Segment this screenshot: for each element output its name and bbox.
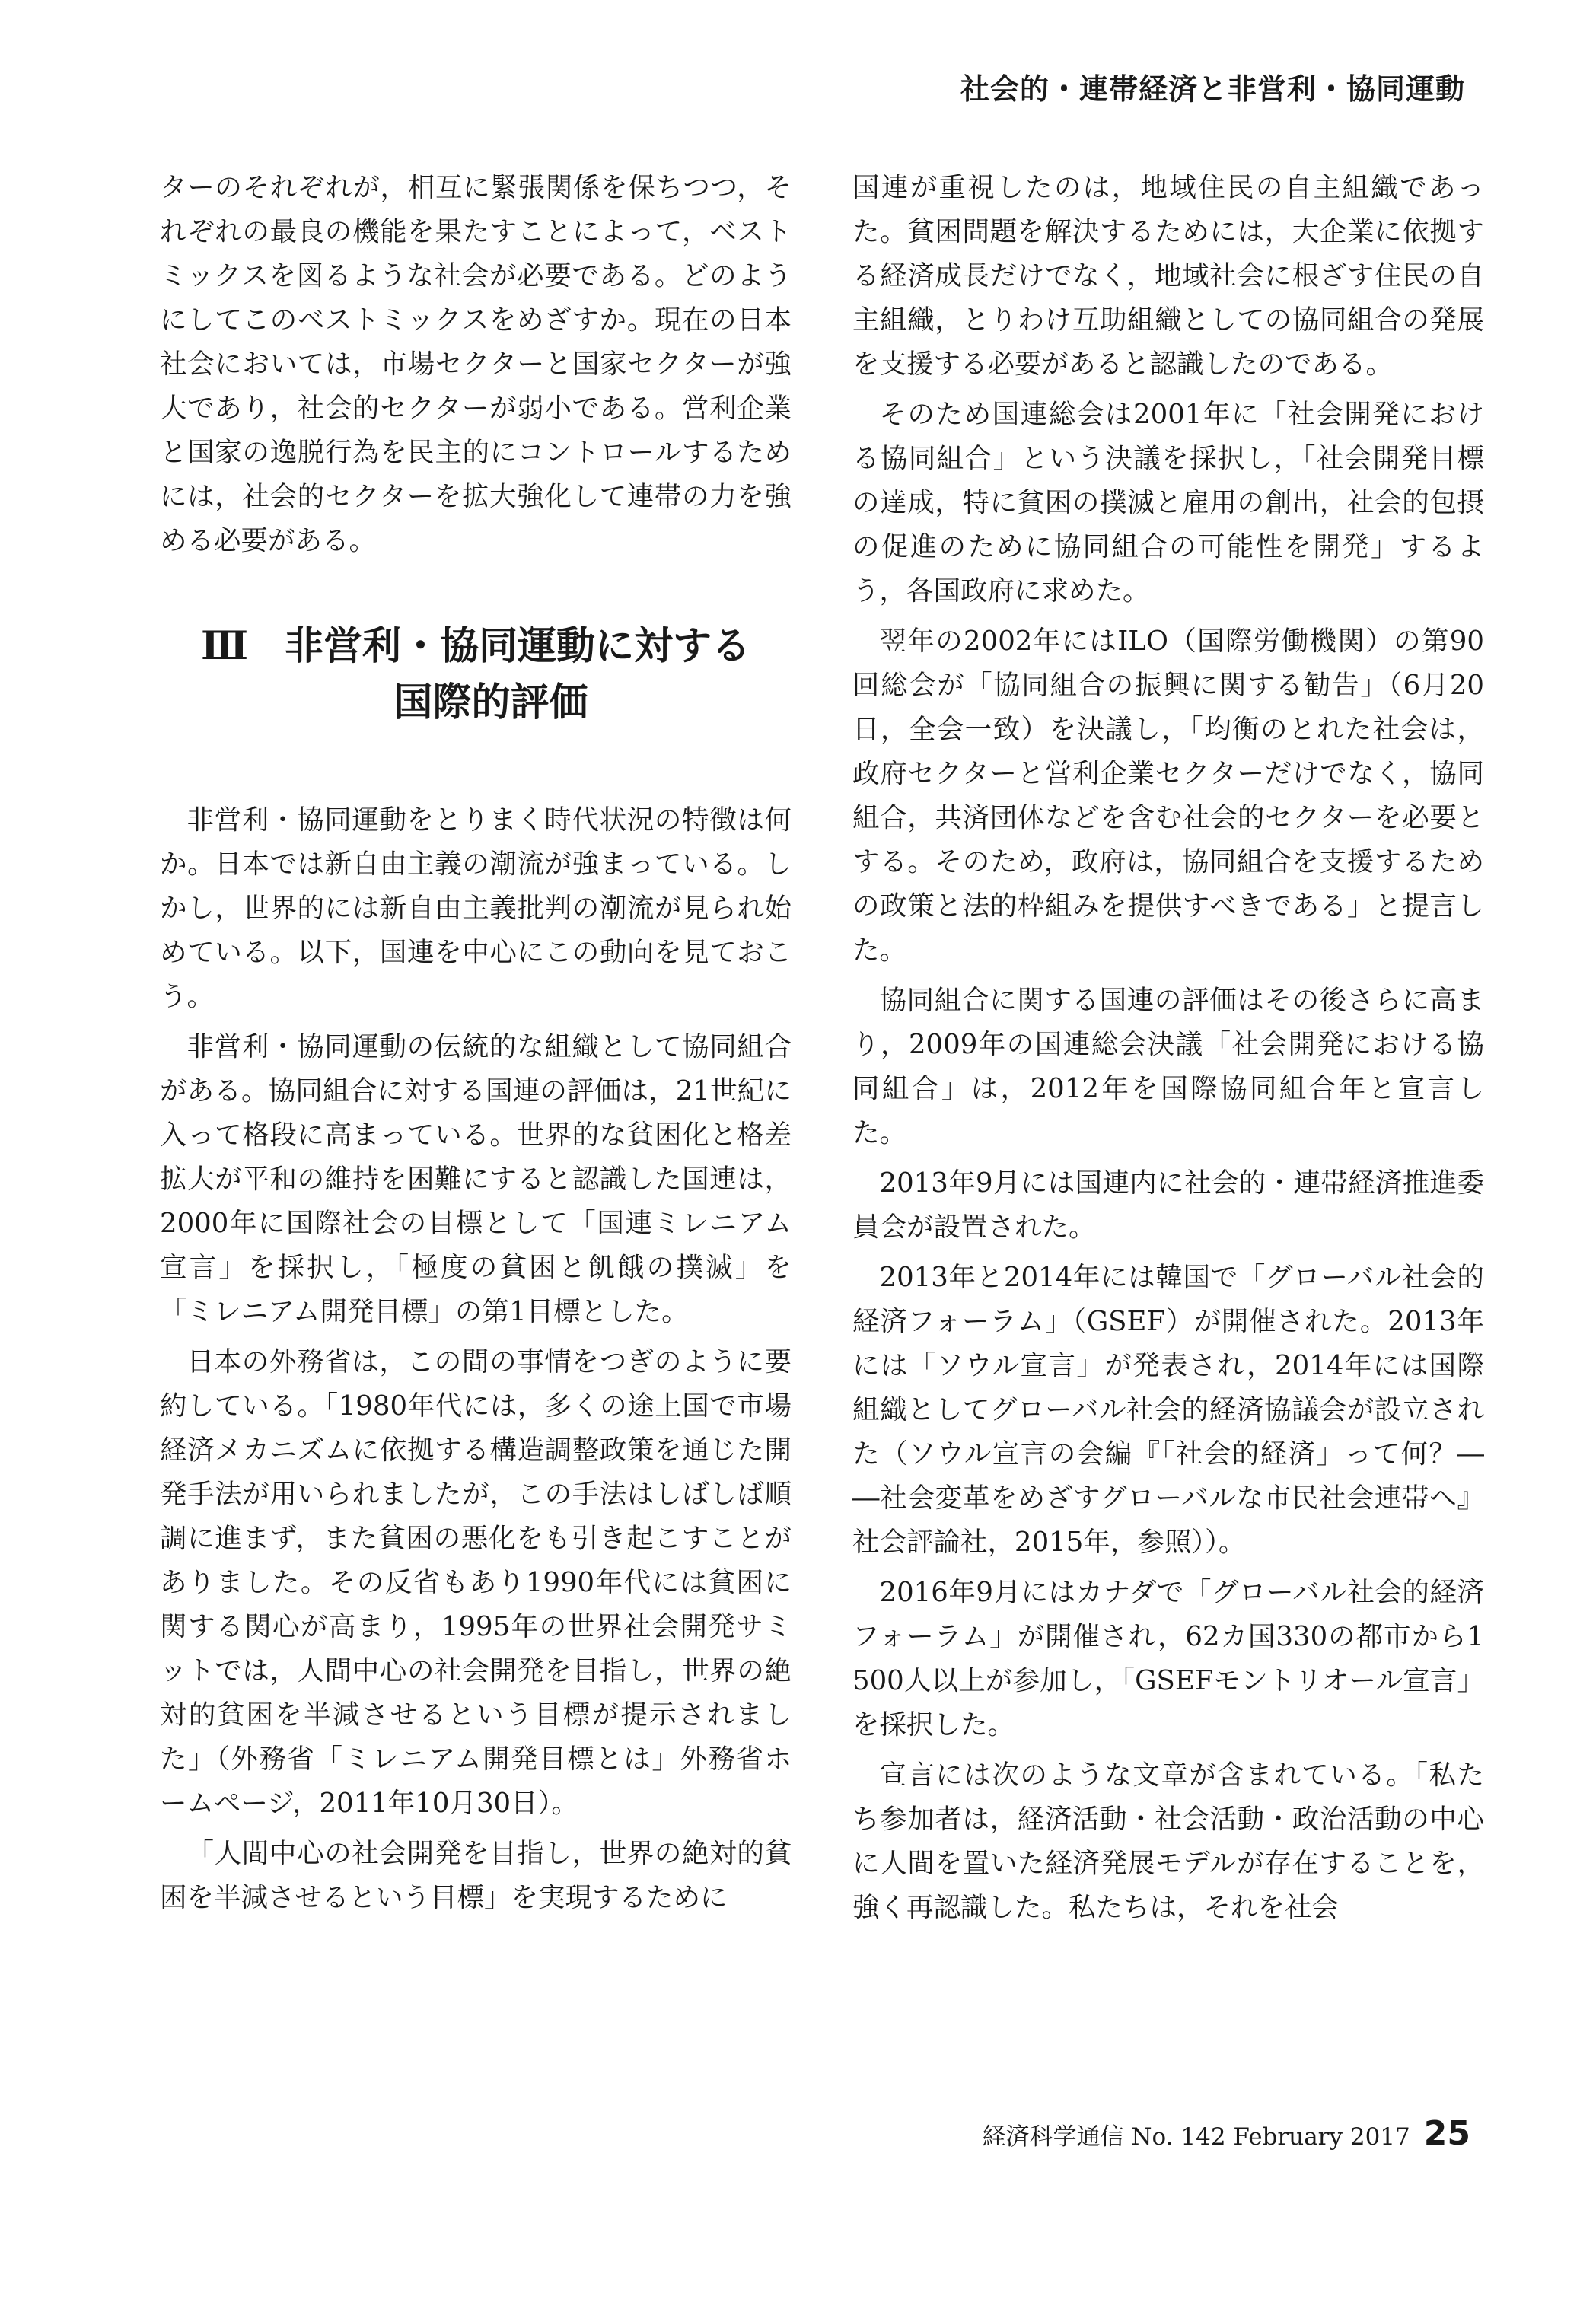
running-head: 社会的・連帯経済と非営利・協同運動 [960,72,1465,106]
right-column [852,166,1484,1936]
paragraph: 2016年9月にはカナダで「グローバル社会的経済フォーラム」が開催され，62カ国330の都市から1500人以上が参加し，「GSEFモントリオール宣言」を採択した。 [852,1577,1484,1740]
section-heading [160,618,792,731]
paragraph: 翌年の2002年にはILO（国際労働機関）の第90回総会が「協同組合の振興に関する勧告」（6月20日，全会一致）を決議し，「均衡のとれた社会は，政府セクターと営利企業セクターだけでなく，協同組合，共済団体などを含む社会的セクターを必要とする。そのため，政府は，協同組合を支援するための政策と法的枠組みを提供すべきである」と提言した。 [852,626,1484,966]
section-number: Ⅲ [200,623,249,669]
journal-citation: 経済科学通信 No. 142 February 2017 [982,2123,1410,2151]
page-number: 25 [1423,2114,1470,2153]
paragraph: 日本の外務省は，この間の事情をつぎのように要約している。「1980年代には，多くの途上国で市場経済メカニズムに依拠する構造調整政策を通じた開発手法が用いられましたが，この手法はしばしば順調に進まず，また貧困の悪化をも引き起こすことがありました。その反省もあり1990年代には貧困に関する関心が高まり，1995年の世界社会開発サミットでは，人間中心の社会開発を目指し，世界の絶対的貧困を半減させるという目標が提示されました」（外務省「ミレニアム開発目標とは」外務省ホームページ，2011年10月30日）。 [160,1346,792,1819]
page-footer [983,2114,1470,2153]
paragraph: 2013年9月には国連内に社会的・連帯経済推進委員会が設置された。 [852,1167,1484,1243]
paragraph: 「人間中心の社会開発を目指し，世界の絶対的貧困を半減させるという目標」を実現するために [160,1838,792,1913]
paragraph: ターのそれぞれが，相互に緊張関係を保ちつつ，それぞれの最良の機能を果たすことによって，ベストミックスを図るような社会が必要である。どのようにしてこのベストミックスをめざすか。現在の日本社会においては，市場セクターと国家セクターが強大であり，社会的セクターが弱小である。営利企業と国家の逸脱行為を民主的にコントロールするためには，社会的セクターを拡大強化して連帯の力を強める必要がある。 [160,172,792,556]
paragraph: 国連が重視したのは，地域住民の自主組織であった。貧困問題を解決するためには，大企業に依拠する経済成長だけでなく，地域社会に根ざす住民の自主組織，とりわけ互助組織としての協同組合の発展を支援する必要があると認識したのである。 [852,172,1484,380]
section-title-line1: 非営利・協同運動に対する [285,624,751,669]
paragraph: 宣言には次のような文章が含まれている。「私たち参加者は，経済活動・社会活動・政治活動の中心に人間を置いた経済発展モデルが存在することを，強く再認識した。私たちは，それを社会 [852,1759,1484,1923]
paragraph: 2013年と2014年には韓国で「グローバル社会的経済フォーラム」（GSEF）が開催された。2013年には「ソウル宣言」が発表され，2014年には国際組織としてグローバル社会的経済協議会が設立された（ソウル宣言の会編『「社会的経済」って何？――社会変革をめざすグローバルな市民社会連帯へ』社会評論社，2015年，参照））。 [852,1262,1484,1558]
paragraph: そのため国連総会は2001年に「社会開発における協同組合」という決議を採択し，「社会開発目標の達成，特に貧困の撲滅と雇用の創出，社会的包摂の促進のために協同組合の可能性を開発」するよう，各国政府に求めた。 [852,399,1484,607]
paragraph: 非営利・協同運動をとりまく時代状況の特徴は何か。日本では新自由主義の潮流が強まっている。しかし，世界的には新自由主義批判の潮流が見られ始めている。以下，国連を中心にこの動向を見ておこう。 [160,804,792,1012]
left-column [160,166,792,1926]
paragraph: 非営利・協同運動の伝統的な組織として協同組合がある。協同組合に対する国連の評価は，21世紀に入って格段に高まっている。世界的な貧困化と格差拡大が平和の維持を困難にすると認識した国連は，2000年に国際社会の目標として「国連ミレニアム宣言」を採択し，「極度の貧困と飢餓の撲滅」を「ミレニアム開発目標」の第1目標とした。 [160,1031,792,1327]
paragraph: 協同組合に関する国連の評価はその後さらに高まり，2009年の国連総会決議「社会開発における協同組合」は，2012年を国際協同組合年と宣言した。 [852,985,1484,1148]
section-title-line2: 国際的評価 [393,680,588,725]
